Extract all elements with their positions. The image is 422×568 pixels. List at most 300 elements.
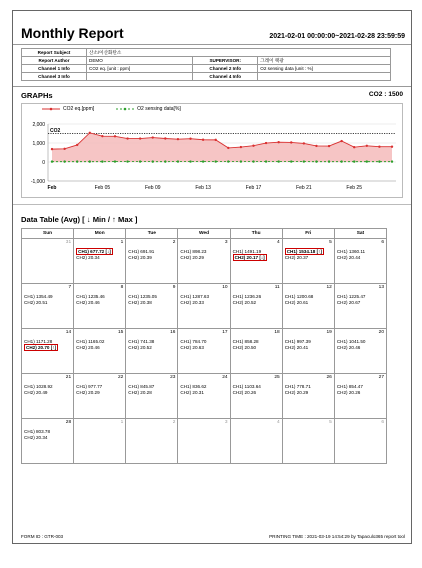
day-number: 14 (66, 330, 71, 335)
day-values (233, 384, 280, 396)
day-values (24, 429, 71, 441)
day-values (76, 339, 123, 351)
day-number: 20 (379, 330, 384, 335)
ch2-value-text: CH2) 20.34 (76, 255, 100, 260)
calendar-day-cell (22, 419, 74, 464)
subject-label: Report Subject (22, 49, 87, 57)
day-number: 22 (118, 375, 123, 380)
calendar-day-cell (334, 329, 386, 374)
day-number: 1 (121, 420, 124, 425)
co2-threshold-label: CO2 : 1500 (369, 91, 403, 100)
x-tick-label: Feb (48, 185, 57, 191)
calendar-day-cell (126, 284, 178, 329)
ch2-value (180, 390, 227, 396)
calendar-day-cell (74, 374, 126, 419)
co2-data-point (303, 142, 305, 144)
day-values (128, 294, 175, 306)
calendar-day-cell (126, 239, 178, 284)
day-values (285, 294, 332, 306)
calendar-day-cell (334, 239, 386, 284)
ch2-value-text: CH2) 20.39 (128, 255, 152, 260)
chart-container (21, 103, 403, 198)
day-number: 4 (277, 420, 280, 425)
day-number: 6 (381, 240, 384, 245)
day-values (337, 384, 384, 396)
calendar-day-cell (230, 329, 282, 374)
day-values (180, 339, 227, 351)
day-number: 31 (66, 240, 71, 245)
co2-data-point (114, 135, 116, 137)
calendar-day-cell (178, 419, 230, 464)
o2-data-point (290, 160, 292, 162)
co2-data-point (391, 146, 393, 148)
ch2-value (24, 435, 71, 441)
o2-data-point (227, 160, 229, 162)
day-number: 28 (66, 420, 71, 425)
chart-legend (42, 106, 181, 112)
x-tick-label: Feb 09 (145, 185, 161, 191)
ch1-value-text: CH1) 898.23 (180, 249, 206, 254)
day-number: 21 (66, 375, 71, 380)
ch2-value-text: CH2) 20.28 (128, 390, 152, 395)
ch1-value-text: CH1) 1360.11 (337, 249, 365, 254)
calendar-header-wed: Wed (178, 229, 230, 239)
ch2-value-text: CH2) 20.44 (337, 255, 361, 260)
calendar-day-cell (74, 419, 126, 464)
day-values (128, 384, 175, 396)
ch2-value (180, 300, 227, 306)
co2-data-point (353, 146, 355, 148)
ch2-value (233, 300, 280, 306)
legend-o2 (116, 106, 181, 112)
calendar-day-cell (282, 284, 334, 329)
co2-data-point (202, 139, 204, 141)
ch2-value-text: CH2) 20.70 [↑] (24, 344, 58, 351)
calendar-day-cell (334, 419, 386, 464)
x-tick-label: Feb 05 (95, 185, 111, 191)
x-tick-label: Feb 17 (246, 185, 262, 191)
line-chart (22, 104, 404, 197)
day-number: 8 (121, 285, 124, 290)
calendar-header-tue: Tue (126, 229, 178, 239)
o2-data-point (139, 160, 141, 162)
ch2-value-text: CH2) 20.37 (285, 255, 309, 260)
day-values (285, 339, 332, 351)
o2-data-point (202, 160, 204, 162)
day-values (180, 384, 227, 396)
data-table-title: Data Table (Avg) [ ↓ Min / ↑ Max ] (13, 204, 411, 228)
o2-data-point (252, 160, 254, 162)
o2-data-point (265, 160, 267, 162)
o2-data-point (215, 160, 217, 162)
o2-data-point (89, 160, 91, 162)
ch2-value (76, 345, 123, 351)
ch2-value (128, 345, 175, 351)
ch2-value-text: CH2) 20.50 (233, 345, 257, 350)
ch2-value-text: CH2) 20.26 (337, 390, 361, 395)
day-number: 10 (222, 285, 227, 290)
co2-data-point (164, 137, 166, 139)
calendar-day-cell (74, 329, 126, 374)
co2-data-point (277, 141, 279, 143)
report-footer (21, 534, 405, 539)
ch2-value-text: CH2) 20.46 (76, 300, 100, 305)
calendar-day-cell (178, 284, 230, 329)
ch1-value-text: CH1) 784.70 (180, 339, 206, 344)
day-number: 19 (327, 330, 332, 335)
calendar-week-row (22, 284, 387, 329)
channel4-label: Channel 4 Info (193, 73, 258, 81)
calendar-day-cell (282, 239, 334, 284)
calendar-day-cell (126, 329, 178, 374)
co2-data-point (328, 145, 330, 147)
ch2-value (128, 390, 175, 396)
day-number: 15 (118, 330, 123, 335)
ch2-value (337, 345, 384, 351)
report-header (13, 11, 411, 45)
calendar-day-cell (230, 419, 282, 464)
ch1-value-text: CH1) 691.91 (128, 249, 154, 254)
ch2-value-text: CH2) 20.63 (180, 345, 204, 350)
day-values (24, 339, 71, 351)
day-values (285, 249, 332, 261)
day-number: 13 (379, 285, 384, 290)
channel1-value: CO2 eq. [unit : ppm] (87, 65, 193, 73)
ch1-value-text: CH1) 803.78 (24, 429, 50, 434)
x-tick-label: Feb 25 (346, 185, 362, 191)
day-number: 25 (274, 375, 279, 380)
printing-time: PRINTING TIME : 2021-03-19 14:54:29 by Tapaculo365 report tool (269, 534, 405, 539)
co2-threshold-text: CO2 (50, 128, 61, 134)
ch2-value (128, 300, 175, 306)
ch2-value-text: CH2) 20.61 (285, 300, 309, 305)
o2-data-point (101, 160, 103, 162)
day-number: 9 (173, 285, 176, 290)
co2-data-point (152, 136, 154, 138)
calendar-day-cell (178, 329, 230, 374)
ch2-value (285, 345, 332, 351)
day-number: 16 (170, 330, 175, 335)
legend-co2-line-icon (42, 107, 60, 111)
ch2-value-text: CH2) 20.31 (180, 390, 204, 395)
calendar-header-sun: Sun (22, 229, 74, 239)
ch2-value-text: CH2) 20.49 (24, 390, 48, 395)
calendar-body (22, 239, 387, 464)
co2-data-point (189, 138, 191, 140)
co2-data-point (378, 146, 380, 148)
supervisor-label: SUPERVISOR: (193, 57, 258, 65)
calendar-day-cell (282, 329, 334, 374)
o2-data-point (114, 160, 116, 162)
day-values (128, 249, 175, 261)
calendar-week-row (22, 374, 387, 419)
legend-o2-label: O2 sensing data[%] (137, 106, 181, 112)
ch1-value-text: CH1) 1287.63 (180, 294, 209, 299)
calendar-day-cell (230, 284, 282, 329)
day-number: 5 (329, 420, 332, 425)
ch2-value (180, 255, 227, 261)
ch1-value-text: CH1) 1103.64 (233, 384, 261, 389)
co2-data-point (366, 145, 368, 147)
calendar-day-cell (126, 374, 178, 419)
o2-data-point (366, 160, 368, 162)
o2-data-point (303, 160, 305, 162)
o2-data-point (391, 160, 393, 162)
y-tick-label: 0 (42, 160, 45, 166)
o2-data-point (63, 160, 65, 162)
co2-area (52, 133, 392, 162)
ch2-value (285, 255, 332, 261)
co2-data-point (63, 148, 65, 150)
channel1-label: Channel 1 Info (22, 65, 87, 73)
subject-value: 산소/이산화탄소 (87, 49, 391, 57)
ch1-value-text: CH1) 778.71 (285, 384, 311, 389)
calendar-day-cell (74, 284, 126, 329)
o2-data-point (277, 160, 279, 162)
day-number: 11 (275, 285, 280, 290)
co2-data-point (51, 148, 53, 150)
calendar-day-cell (126, 419, 178, 464)
co2-data-point (252, 144, 254, 146)
ch2-value (337, 300, 384, 306)
report-period: 2021-02-01 00:00:00~2021-02-28 23:59:59 (269, 33, 405, 40)
ch1-value-text: CH1) 1165.02 (76, 339, 104, 344)
ch1-value-text: CH1) 1200.68 (285, 294, 314, 299)
o2-data-point (152, 160, 154, 162)
day-number: 6 (381, 420, 384, 425)
day-values (24, 384, 71, 396)
channel3-value (87, 73, 193, 81)
o2-data-point (126, 160, 128, 162)
day-number: 3 (225, 420, 228, 425)
ch1-value-text: CH1) 1041.50 (337, 339, 366, 344)
day-values (233, 294, 280, 306)
channel4-value (258, 73, 391, 81)
day-number: 5 (329, 240, 332, 245)
co2-data-point (290, 141, 292, 143)
ch2-value (180, 345, 227, 351)
co2-data-point (215, 139, 217, 141)
day-values (76, 249, 123, 261)
o2-data-point (340, 160, 342, 162)
day-number: 7 (68, 285, 71, 290)
ch2-value (337, 390, 384, 396)
ch2-value (285, 300, 332, 306)
calendar-day-cell (22, 284, 74, 329)
day-number: 26 (327, 375, 332, 380)
day-values (337, 294, 384, 306)
ch1-value-text: CH1) 977.77 (76, 384, 102, 389)
ch2-value-text: CH2) 20.41 (285, 345, 309, 350)
calendar-header-mon: Mon (74, 229, 126, 239)
day-values (337, 249, 384, 261)
day-number: 2 (173, 420, 176, 425)
day-values (233, 249, 280, 261)
legend-co2-label: CO2 eq.[ppm] (63, 106, 94, 112)
calendar-header-fri: Fri (282, 229, 334, 239)
ch2-value-text: CH2) 20.17 [↓] (233, 254, 267, 261)
o2-data-point (51, 160, 53, 162)
ch1-value-text: CH1) 1354.49 (24, 294, 53, 299)
calendar-day-cell (282, 419, 334, 464)
day-values (285, 384, 332, 396)
ch2-value-text: CH2) 20.33 (180, 300, 204, 305)
day-number: 23 (170, 375, 175, 380)
calendar-week-row (22, 419, 387, 464)
ch2-value-text: CH2) 20.46 (76, 345, 100, 350)
day-values (180, 294, 227, 306)
ch2-value-text: CH2) 20.46 (337, 345, 361, 350)
ch2-value-text: CH2) 20.26 (233, 390, 257, 395)
ch1-value-text: CH1) 854.47 (337, 384, 363, 389)
calendar-week-row (22, 239, 387, 284)
report-page (12, 10, 412, 544)
calendar-table (21, 228, 387, 464)
author-label: Report Author (22, 57, 87, 65)
o2-data-point (189, 160, 191, 162)
day-values (76, 294, 123, 306)
ch1-value-text: CH1) 858.28 (233, 339, 259, 344)
day-values (24, 294, 71, 306)
y-tick-label: 1,000 (32, 141, 45, 147)
day-values (180, 249, 227, 261)
ch1-value-text: CH1) 1235.05 (128, 294, 157, 299)
calendar-day-cell (230, 239, 282, 284)
day-number: 1 (121, 240, 124, 245)
ch2-value (128, 255, 175, 261)
x-tick-label: Feb 21 (296, 185, 312, 191)
ch2-value (76, 300, 123, 306)
channel2-label: Channel 2 Info (193, 65, 258, 73)
ch1-value-text: CH1) 1236.26 (233, 294, 262, 299)
y-tick-label: 2,000 (32, 122, 45, 128)
x-tick-label: Feb 13 (195, 185, 211, 191)
ch2-value-text: CH2) 20.34 (24, 435, 48, 440)
ch2-value-text: CH2) 20.29 (285, 390, 309, 395)
co2-data-point (126, 137, 128, 139)
ch2-value (24, 300, 71, 306)
calendar-day-cell (178, 239, 230, 284)
o2-data-point (378, 160, 380, 162)
ch1-value-text: CH1) 1534.18 [↑] (285, 248, 324, 255)
co2-data-point (227, 147, 229, 149)
ch1-value-text: CH1) 741.38 (128, 339, 154, 344)
legend-o2-line-icon (116, 107, 134, 111)
calendar-header-sat: Sat (334, 229, 386, 239)
co2-data-point (76, 144, 78, 146)
co2-data-point (89, 132, 91, 134)
co2-data-point (340, 140, 342, 142)
o2-data-point (328, 160, 330, 162)
ch2-value (24, 345, 71, 351)
ch2-value-text: CH2) 20.29 (180, 255, 204, 260)
ch2-value (337, 255, 384, 261)
day-values (337, 339, 384, 351)
ch1-value-text: CH1) 845.87 (128, 384, 154, 389)
ch2-value-text: CH2) 20.38 (128, 300, 152, 305)
ch2-value-text: CH2) 20.67 (337, 300, 361, 305)
ch2-value-text: CH2) 20.29 (76, 390, 100, 395)
report-title: Monthly Report (21, 26, 124, 40)
calendar-day-cell (334, 284, 386, 329)
calendar-header-thu: Thu (230, 229, 282, 239)
o2-data-point (240, 160, 242, 162)
co2-data-point (101, 135, 103, 137)
calendar-day-cell (22, 374, 74, 419)
channel3-label: Channel 3 Info (22, 73, 87, 81)
day-number: 24 (222, 375, 227, 380)
channel2-value: O2 sensing data [unit : %] (258, 65, 391, 73)
calendar-day-cell (22, 239, 74, 284)
co2-data-point (240, 146, 242, 148)
ch1-value-text: CH1) 1491.19 (233, 249, 262, 254)
day-number: 27 (379, 375, 384, 380)
ch1-value-text: CH1) 677.72 [↓] (76, 248, 113, 255)
day-number: 2 (173, 240, 176, 245)
co2-data-point (315, 145, 317, 147)
o2-data-point (177, 160, 179, 162)
ch2-value (233, 345, 280, 351)
calendar-day-cell (74, 239, 126, 284)
co2-data-point (265, 142, 267, 144)
co2-data-point (177, 138, 179, 140)
ch1-value-text: CH1) 1235.46 (76, 294, 105, 299)
o2-data-point (76, 160, 78, 162)
ch2-value-text: CH2) 20.52 (128, 345, 152, 350)
day-values (76, 384, 123, 396)
legend-co2 (42, 106, 94, 112)
ch2-value (285, 390, 332, 396)
o2-data-point (164, 160, 166, 162)
calendar-day-cell (230, 374, 282, 419)
ch2-value (24, 390, 71, 396)
o2-data-point (353, 160, 355, 162)
calendar-day-cell (282, 374, 334, 419)
ch1-value-text: CH1) 1225.47 (337, 294, 366, 299)
author-value: DEMO (87, 57, 193, 65)
y-tick-label: -1,000 (31, 179, 45, 185)
day-number: 17 (222, 330, 227, 335)
calendar-header-row (22, 229, 387, 239)
info-table (21, 48, 391, 81)
ch2-value (233, 255, 280, 261)
co2-data-point (139, 137, 141, 139)
calendar-day-cell (22, 329, 74, 374)
graphs-header (13, 86, 411, 103)
day-number: 4 (277, 240, 280, 245)
day-number: 12 (327, 285, 332, 290)
ch1-value-text: CH1) 1171.28 (24, 339, 52, 344)
calendar-week-row (22, 329, 387, 374)
ch1-value-text: CH1) 1028.92 (24, 384, 53, 389)
day-number: 3 (225, 240, 228, 245)
day-number: 18 (274, 330, 279, 335)
ch1-value-text: CH1) 997.39 (285, 339, 311, 344)
day-values (233, 339, 280, 351)
form-id: FORM ID : GTR-003 (21, 534, 63, 539)
calendar-day-cell (334, 374, 386, 419)
ch2-value (76, 255, 123, 261)
ch2-value (76, 390, 123, 396)
ch2-value-text: CH2) 20.52 (233, 300, 257, 305)
o2-data-point (315, 160, 317, 162)
supervisor-value: 그레이 랙광 (258, 57, 391, 65)
graphs-title: GRAPHs (21, 91, 53, 100)
ch1-value-text: CH1) 836.62 (180, 384, 206, 389)
ch2-value-text: CH2) 20.51 (24, 300, 48, 305)
day-values (128, 339, 175, 351)
calendar-day-cell (178, 374, 230, 419)
